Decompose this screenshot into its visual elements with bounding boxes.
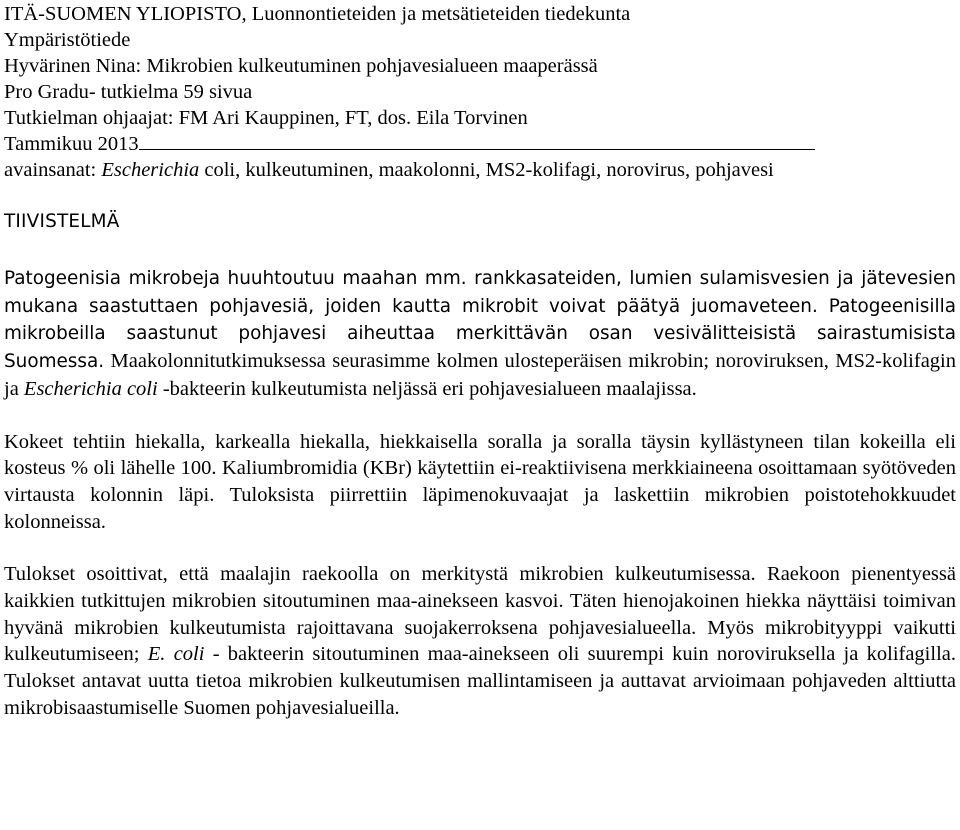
paragraph-1-serif-text-b: -bakteerin kulkeutumista neljässä eri pohjavesialueen maalajissa. (157, 377, 697, 400)
thesis-header (4, 0, 956, 183)
paragraph-3-text-a: Tulokset osoittivat, että maalajin raekoolla on merkitystä mikrobien kulkeutumisessa. Raekoon pienentyessä kaikkien tutkittujen mikrobien sitoutuminen maa-ainekseen kasvoi. Täten hienojakoinen hiekka näyttäisi toimivan hyvänä mikrobien kulkeutumista rajoittavana suojakerroksena pohjavesialueella. Myös mikrobityyppi vaikutti kulkeutumiseen; (4, 563, 956, 666)
keywords-label: avainsanat: (4, 159, 102, 181)
paragraph-3-text-b: - bakteerin sitoutuminen maa-ainekseen oli suurempi kuin noroviruksella ja kolifagilla. Tulokset antavat uutta tietoa mikrobien kulkeutumisen mallintamiseen ja auttavat arvioimaan pohjaveden alttiutta mikrobisaastumiselle Suomen pohjavesialueilla. (4, 643, 956, 719)
keywords-list: coli, kulkeutuminen, maakolonni, MS2-kolifagi, norovirus, pohjavesi (199, 159, 774, 181)
abstract-paragraph-2: Kokeet tehtiin hiekalla, karkealla hiekalla, hiekkaisella soralla ja soralla täysin kyllästyneen tilan kokeilla eli kosteus % oli lähelle 100. Kaliumbromidia (KBr) käytettiin ei-reaktiivisena merkkiaineena osoittamaan syötöveden virtausta kolonnin läpi. Tuloksista piirrettiin läpimenokuvaajat ja laskettiin mikrobien poistotehokkuudet kolonneissa. (4, 430, 956, 533)
keywords-italic: Escherichia (101, 159, 200, 181)
abstract-body (4, 265, 956, 722)
author-title-line: Hyvärinen Nina: Mikrobien kulkeutuminen pohjavesialueen maaperässä (4, 55, 598, 77)
date-text: Tammikuu 2013 (4, 133, 139, 155)
abstract-paragraph-1 (4, 265, 956, 403)
date-line (4, 131, 956, 157)
abstract-paragraph-3 (4, 561, 956, 721)
header-rule (139, 148, 815, 150)
paragraph-1-sans-text: Patogeenisia mikrobeja huuhtoutuu maahan mm. rankkasateiden, lumien sulamisvesien ja jätevesien mukana saastuttaen pohjavesiä, joiden kautta mikrobit voivat päätyä juomaveteen. Patogeenisilla mikrobeilla saastunut pohjavesi aiheuttaa merkittävän osan vesivälitteisistä sairastumisista Suomessa. (4, 268, 956, 373)
supervisors-line: Tutkielman ohjaajat: FM Ari Kauppinen, FT, dos. Eila Torvinen (4, 107, 528, 129)
paragraph-1-italic: Escherichia coli (23, 377, 158, 400)
abstract-heading: TIIVISTELMÄ (4, 211, 120, 232)
department-line: Ympäristötiede (4, 29, 131, 51)
paragraph-3-italic: E. coli (147, 643, 205, 666)
university-line: ITÄ-SUOMEN YLIOPISTO, Luonnontieteiden ja metsätieteiden tiedekunta (4, 3, 631, 25)
paragraph-1-serif-text-a: Maakolonnitutkimuksessa seurasimme kolmen ulosteperäisen mikrobin; noroviruksen, MS2-kolifagin ja (4, 350, 956, 400)
thesis-line: Pro Gradu- tutkielma 59 sivua (4, 81, 253, 103)
keywords-line (4, 157, 956, 183)
